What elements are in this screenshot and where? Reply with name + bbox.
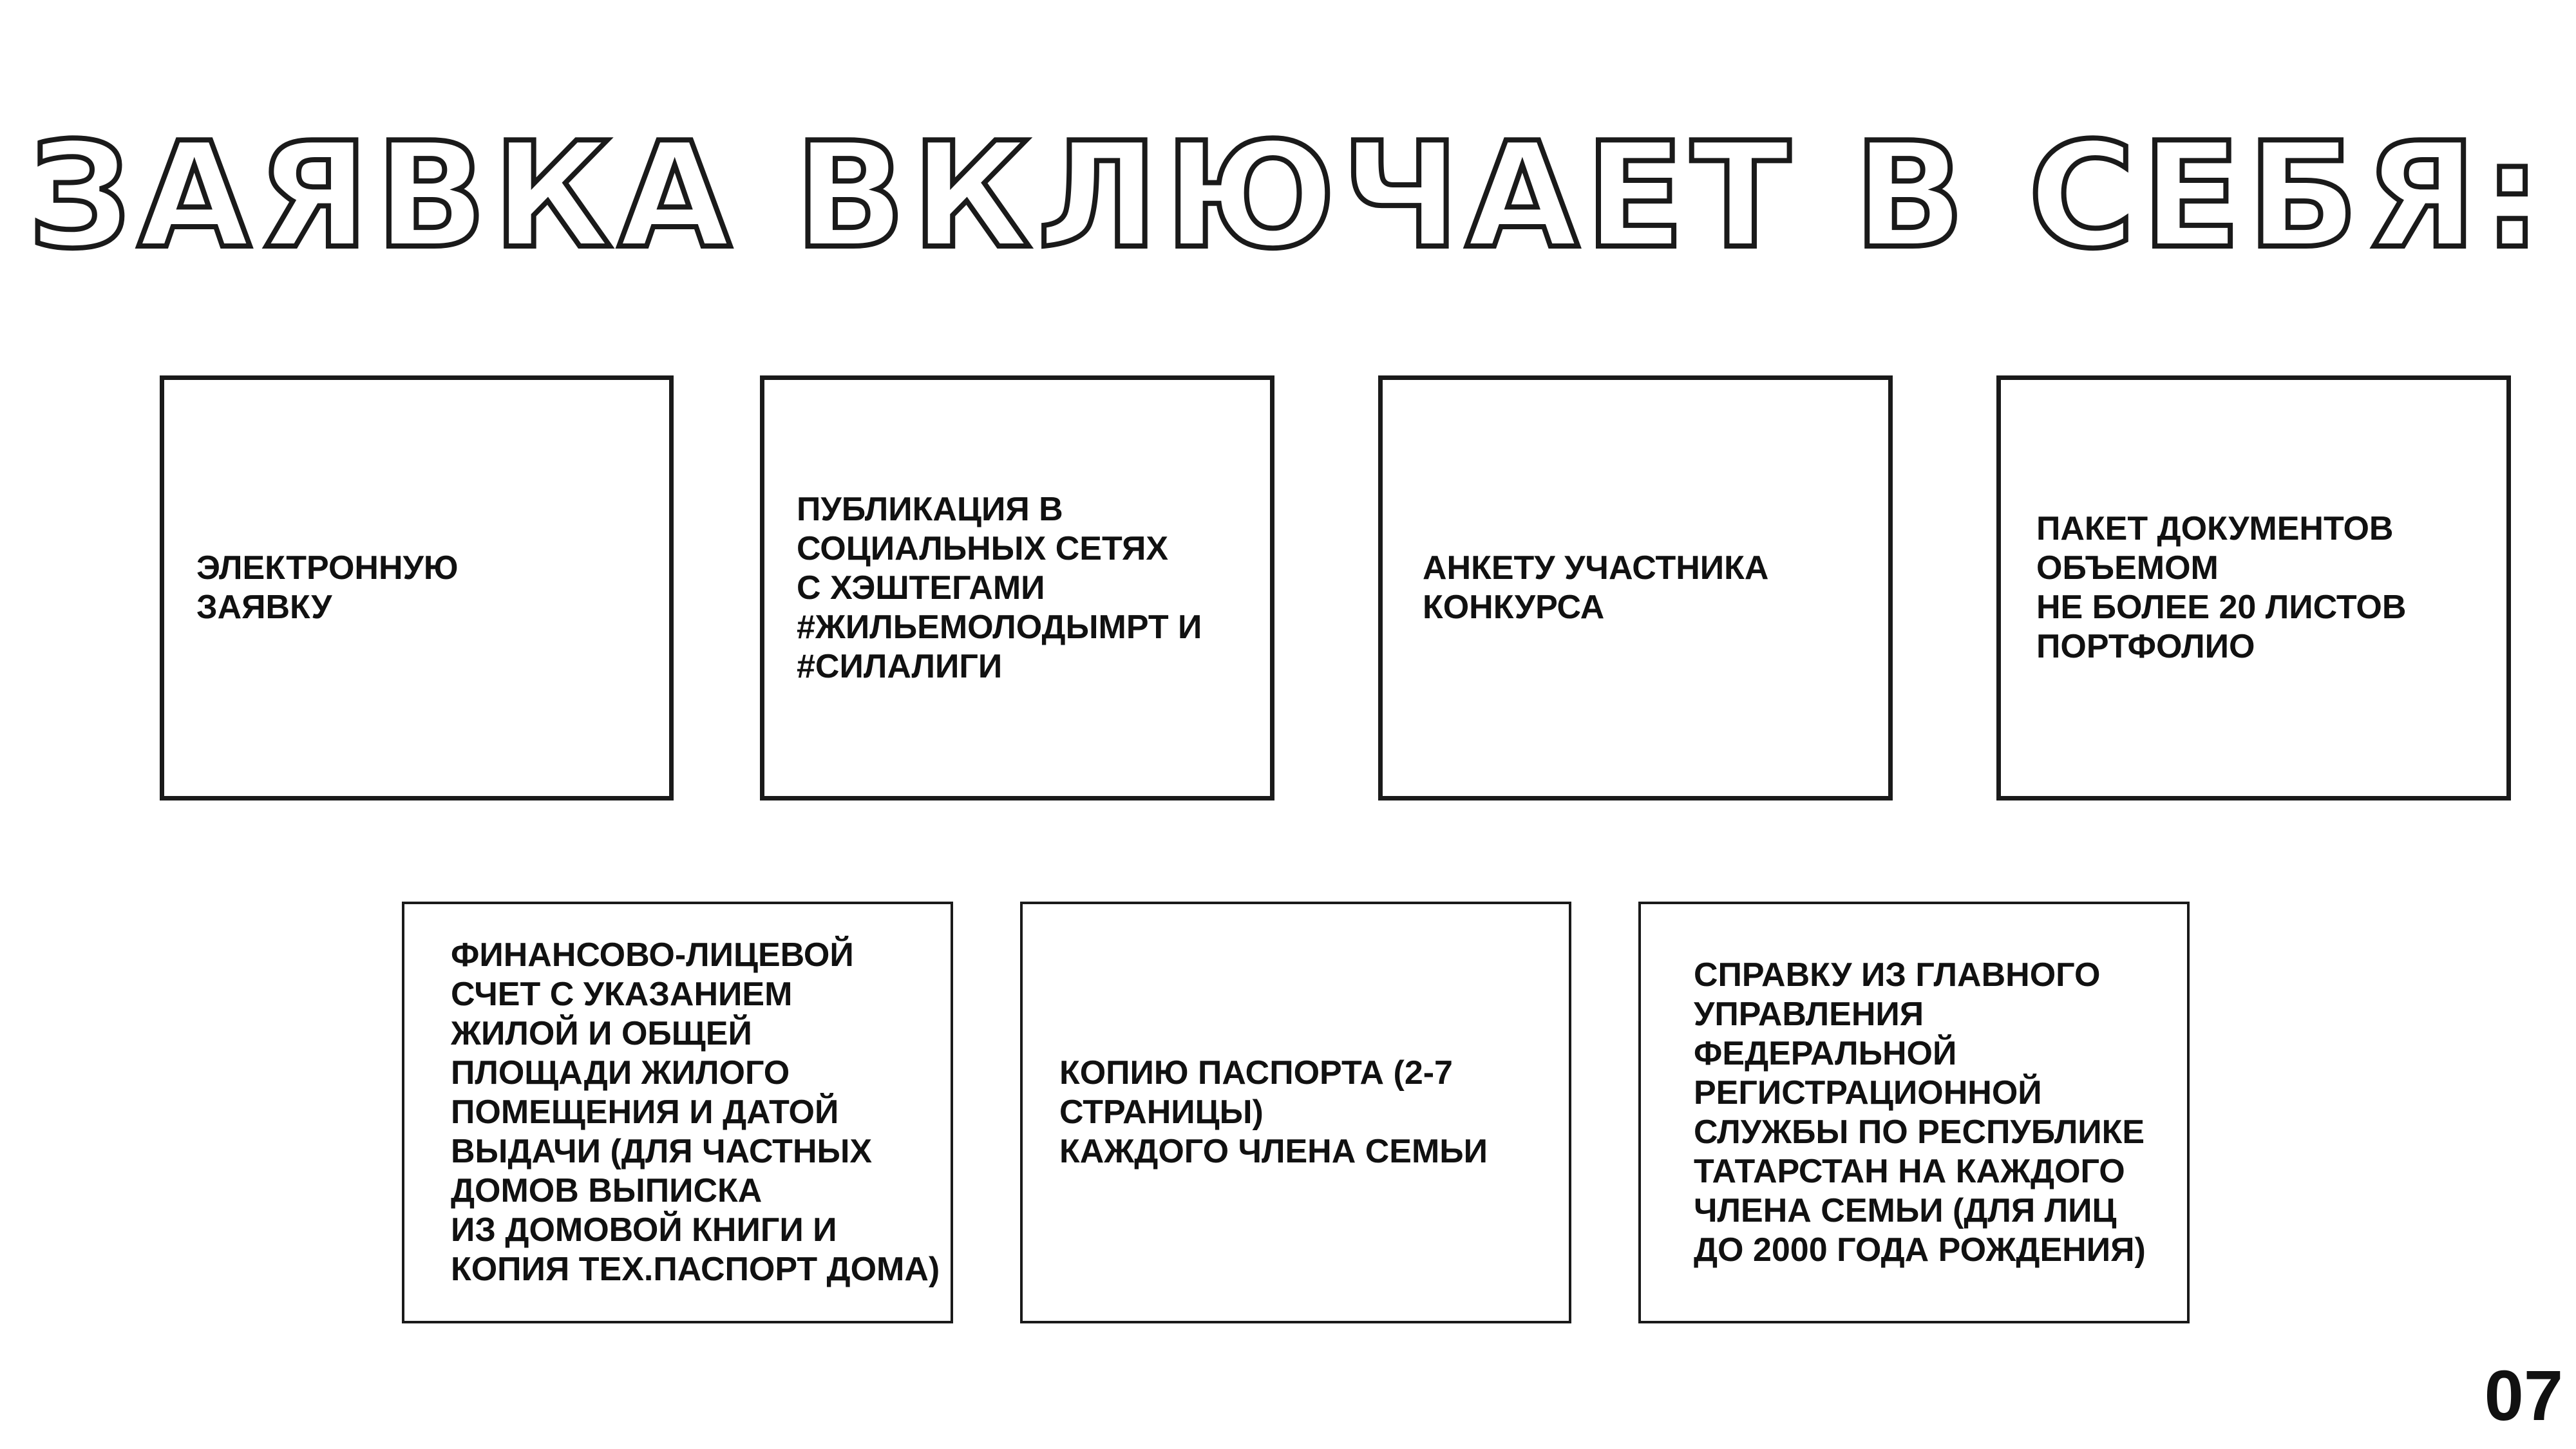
card-electronic-application [160, 375, 674, 800]
card-registration-certificate [1638, 902, 2190, 1323]
card-text: АНКЕТУ УЧАСТНИКА КОНКУРСА [1423, 549, 1769, 626]
card-social-publication [760, 375, 1274, 800]
card-participant-form [1378, 375, 1893, 800]
card-passport-copy [1020, 902, 1571, 1323]
slide-title: ЗАЯВКА ВКЛЮЧАЕТ В СЕБЯ: [28, 111, 2548, 281]
card-text: КОПИЮ ПАСПОРТА (2-7 СТРАНИЦЫ) КАЖДОГО ЧЛЕНА СЕМЬИ [1059, 1054, 1488, 1170]
card-text: ПУБЛИКАЦИЯ В СОЦИАЛЬНЫХ СЕТЯХ С ХЭШТЕГАМИ #ЖИЛЬЕМОЛОДЫМРТ И #СИЛАЛИГИ [797, 490, 1202, 685]
card-text: ФИНАНСОВО-ЛИЦЕВОЙ СЧЕТ С УКАЗАНИЕМ ЖИЛОЙ И ОБЩЕЙ ПЛОЩАДИ ЖИЛОГО ПОМЕЩЕНИЯ И ДАТОЙ ВЫДАЧИ (ДЛЯ ЧАСТНЫХ ДОМОВ ВЫПИСКА ИЗ ДОМОВОЙ КНИГИ И КОПИЯ ТЕХ.ПАСПОРТ ДОМА) [451, 936, 940, 1288]
card-document-package [1996, 375, 2511, 800]
page-number: 07 [2484, 1356, 2563, 1435]
card-text: СПРАВКУ ИЗ ГЛАВНОГО УПРАВЛЕНИЯ ФЕДЕРАЛЬНОЙ РЕГИСТРАЦИОННОЙ СЛУЖБЫ ПО РЕСПУБЛИКЕ ТАТАРСТАН НА КАЖДОГО ЧЛЕНА СЕМЬИ (ДЛЯ ЛИЦ ДО 2000 ГОДА РОЖДЕНИЯ) [1694, 956, 2146, 1269]
card-text: ПАКЕТ ДОКУМЕНТОВ ОБЪЕМОМ НЕ БОЛЕЕ 20 ЛИСТОВ ПОРТФОЛИО [2036, 510, 2407, 665]
card-text: ЭЛЕКТРОННУЮ ЗАЯВКУ [196, 549, 459, 626]
card-financial-account [402, 902, 953, 1323]
